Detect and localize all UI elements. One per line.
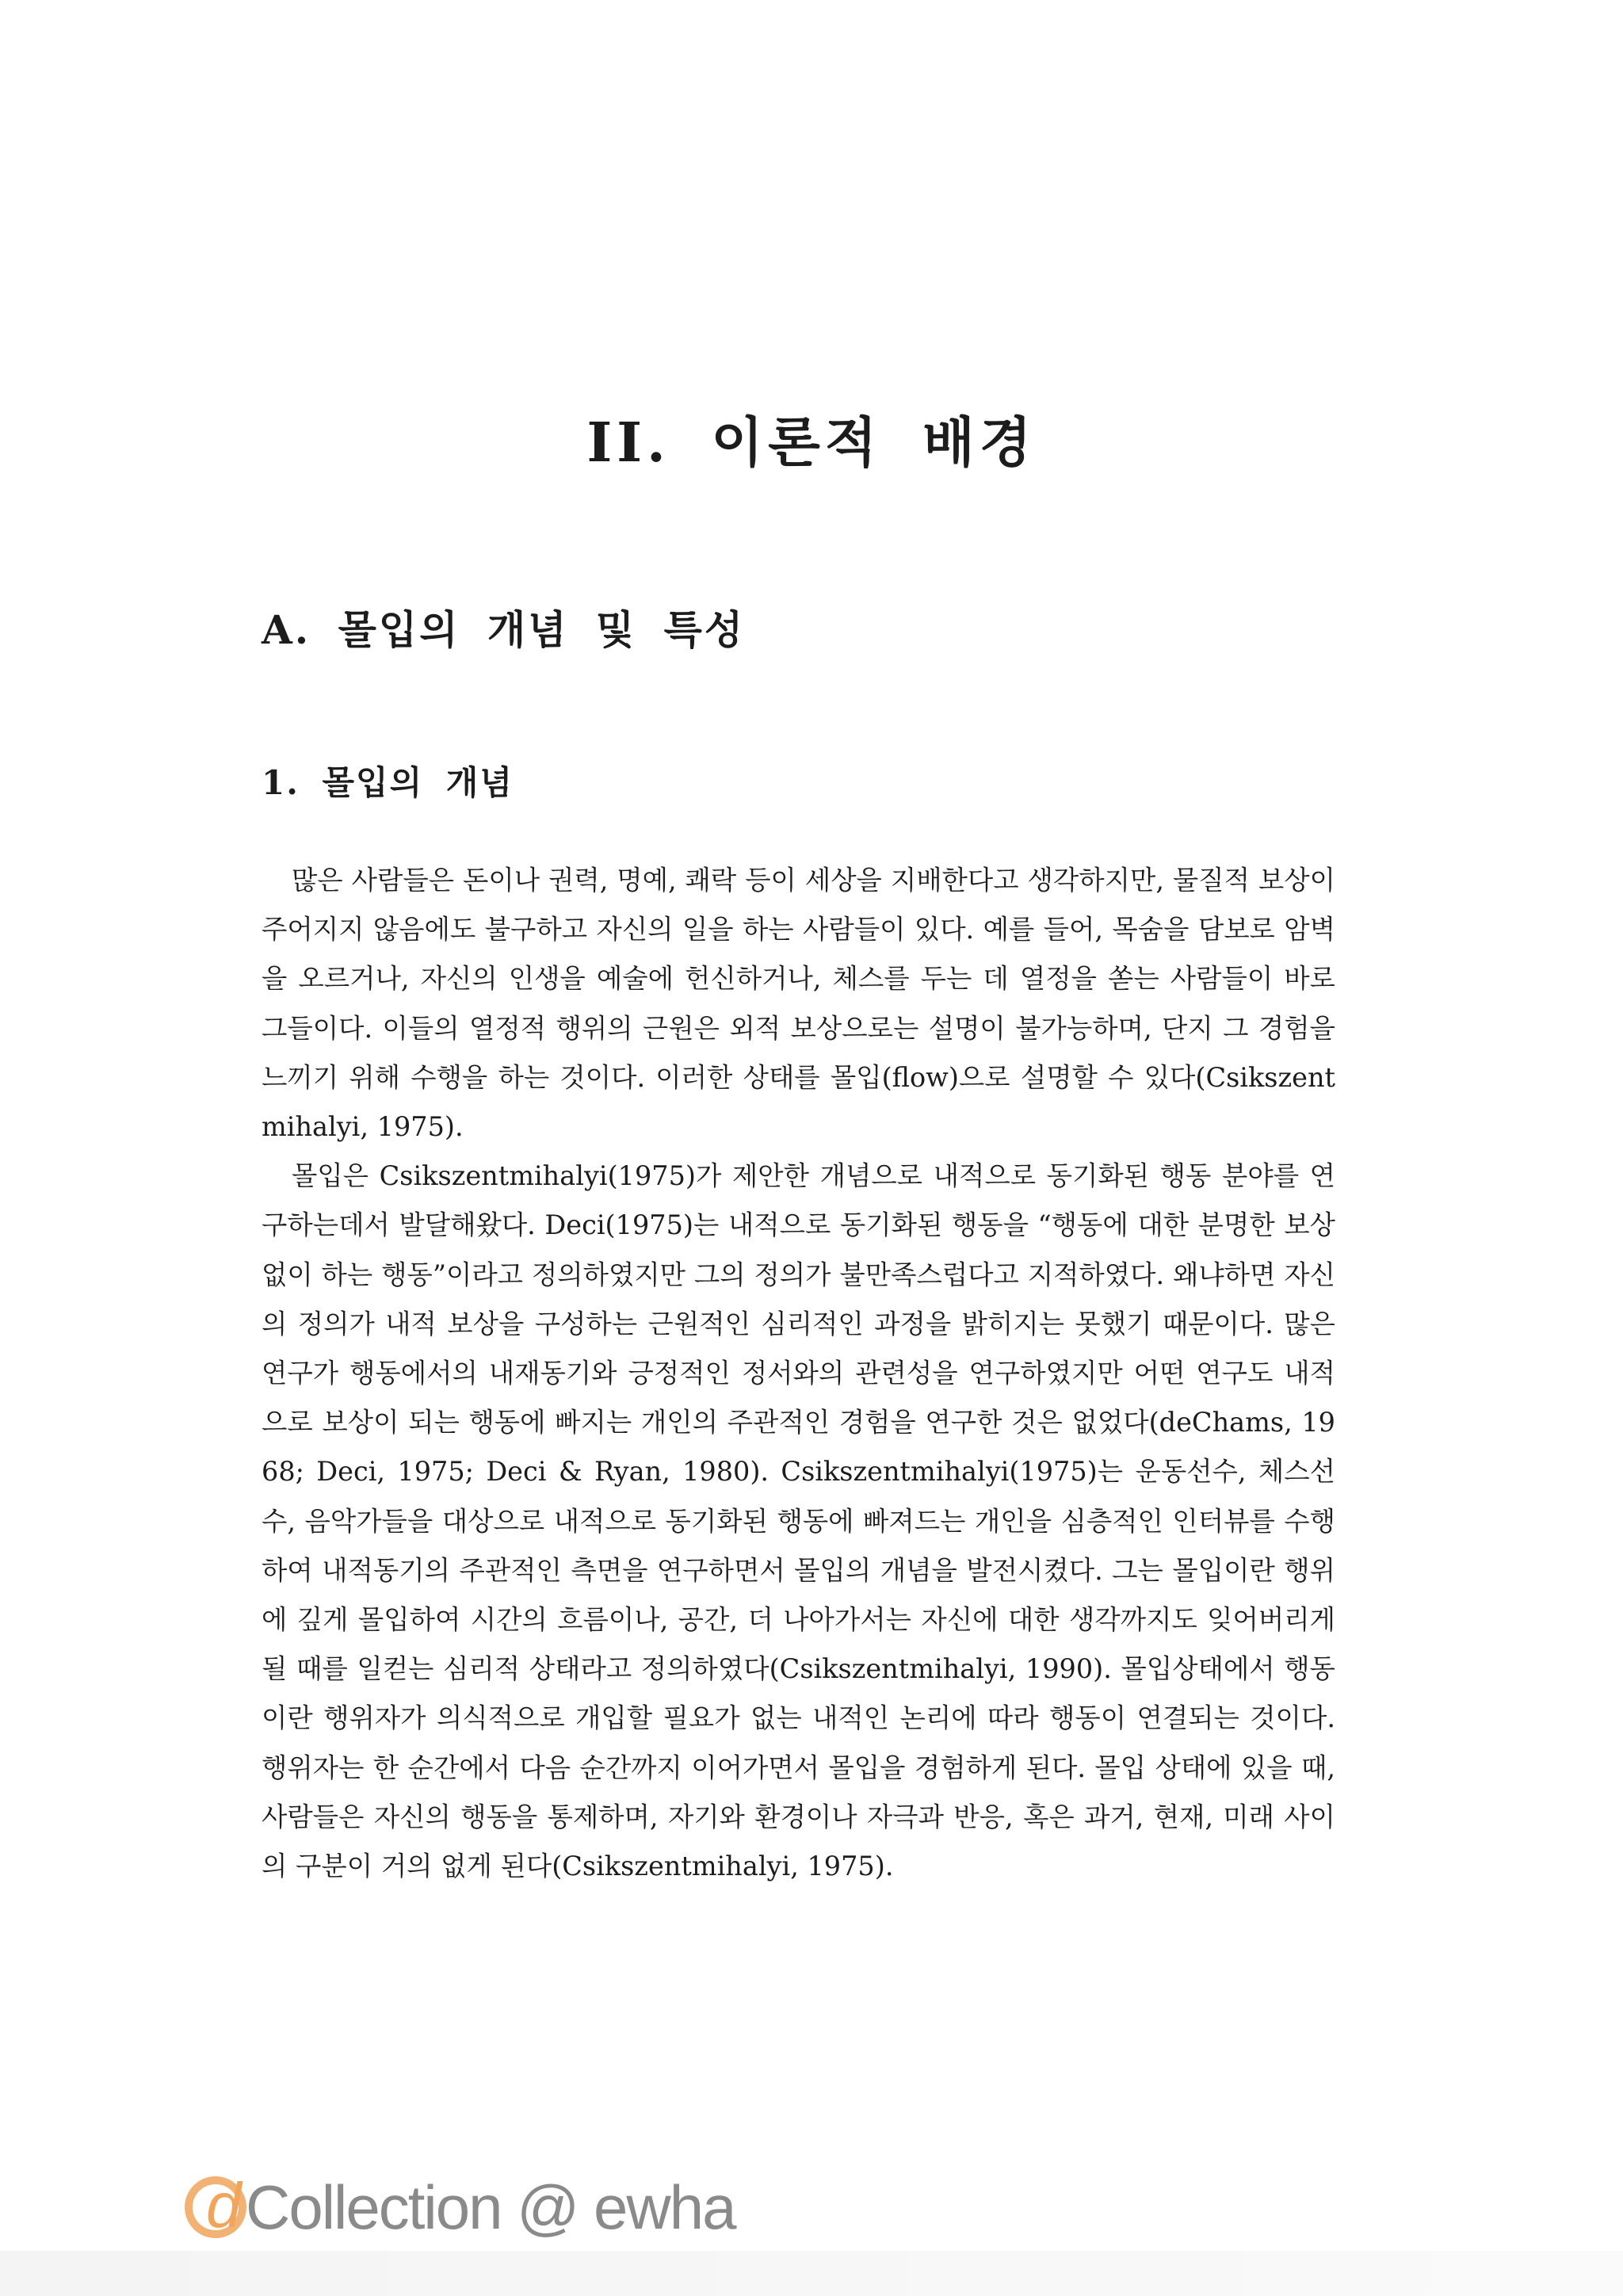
section-heading: A. 몰입의 개념 및 특성 [262,606,746,653]
chapter-title: II. 이론적 배경 [586,411,1037,475]
body-text [262,856,1335,1891]
paragraph-2: 몰입은 Csikszentmihalyi(1975)가 제안한 개념으로 내적으로 동기화된 행동 분야를 연구하는데서 발달해왔다. Deci(1975)는 내적으로 동기화된 행동을 “행동에 대한 분명한 보상 없이 하는 행동”이라고 정의하였지만 그의 정의가 불만족스럽다고 지적하였다. 왜냐하면 자신의 정의가 내적 보상을 구성하는 근원적인 심리적인 과정을 밝히지는 못했기 때문이다. 많은 연구가 행동에서의 내재동기와 긍정적인 정서와의 관련성을 연구하였지만 어떤 연구도 내적으로 보상이 되는 행동에 빠지는 개인의 주관적인 경험을 연구한 것은 없었다(deChams, 1968; Deci, 1975; Deci & Ryan, 1980). Csikszentmihalyi(1975)는 운동선수, 체스선수, 음악가들을 대상으로 내적으로 동기화된 행동에 빠져드는 개인을 심층적인 인터뷰를 수행하여 내적동기의 주관적인 측면을 연구하면서 몰입의 개념을 발전시켰다. 그는 몰입이란 행위에 깊게 몰입하여 시간의 흐름이나, 공간, 더 나아가서는 자신에 대한 생각까지도 잊어버리게 될 때를 일컫는 심리적 상태라고 정의하였다(Csikszentmihalyi, 1990). 몰입상태에서 행동이란 행위자가 의식적으로 개입할 필요가 없는 내적인 논리에 따라 행동이 연결되는 것이다. 행위자는 한 순간에서 다음 순간까지 이어가면서 몰입을 경험하게 된다. 몰입 상태에 있을 때, 사람들은 자신의 행동을 통제하며, 자기와 환경이나 자극과 반응, 혹은 과거, 현재, 미래 사이의 구분이 거의 없게 된다(Csikszentmihalyi, 1975). [262,1160,1335,1882]
dcollection-logo [182,2164,737,2243]
dcollection-logo-mark-icon [189,2170,243,2241]
svg-text:Collection @ ewha: Collection @ ewha [246,2172,735,2242]
paragraph-1: 많은 사람들은 돈이나 권력, 명예, 쾌락 등이 세상을 지배한다고 생각하지만, 물질적 보상이 주어지지 않음에도 불구하고 자신의 일을 하는 사람들이 있다. 예를 들어, 목숨을 담보로 암벽을 오르거나, 자신의 인생을 예술에 헌신하거나, 체스를 두는 데 열정을 쏟는 사람들이 바로 그들이다. 이들의 열정적 행위의 근원은 외적 보상으로는 설명이 불가능하며, 단지 그 경험을 느끼기 위해 수행을 하는 것이다. 이러한 상태를 몰입(flow)으로 설명할 수 있다(Csikszentmihalyi, 1975). [262,865,1335,1143]
subsection-heading: 1. 몰입의 개념 [262,763,514,802]
footer-band [0,2251,1623,2296]
svg-text:d: d [206,2170,242,2241]
